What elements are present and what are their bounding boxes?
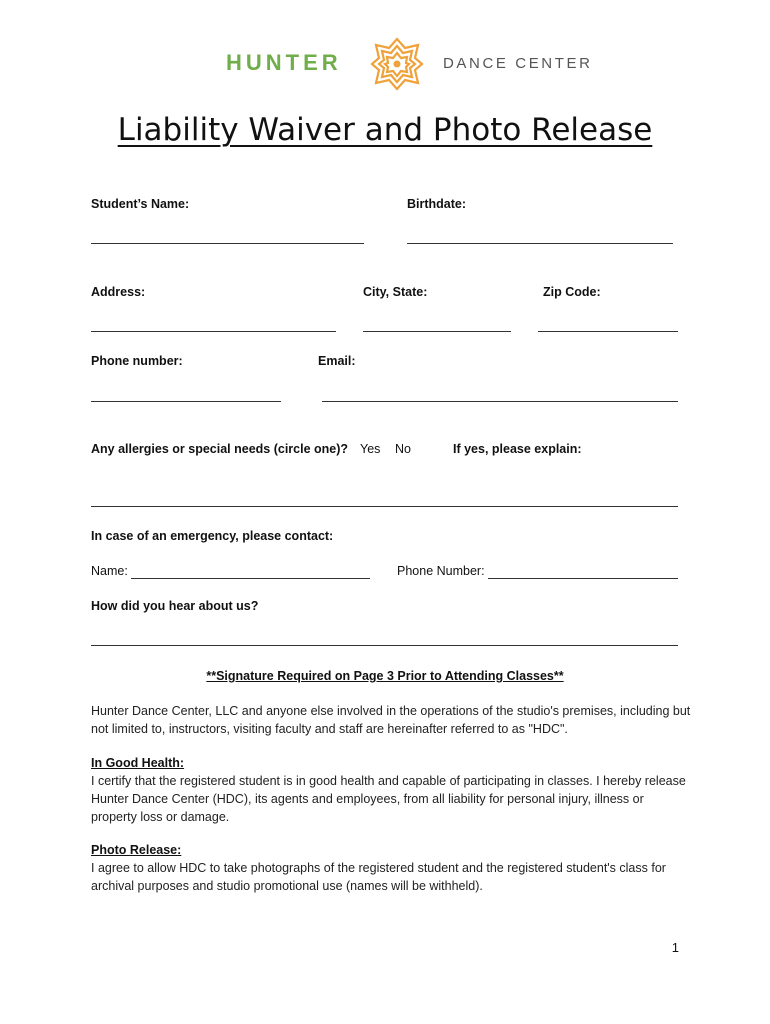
emergency-name-label: Name: <box>91 564 128 578</box>
student-name-field[interactable] <box>91 243 364 244</box>
zip-code-field[interactable] <box>538 331 678 332</box>
emergency-heading: In case of an emergency, please contact: <box>91 529 334 543</box>
birthdate-field[interactable] <box>407 243 673 244</box>
allergies-yes-option[interactable]: Yes <box>360 442 381 456</box>
emergency-name-field[interactable] <box>131 578 370 579</box>
address-field[interactable] <box>91 331 336 332</box>
email-field[interactable] <box>322 401 678 402</box>
logo-hunter: HUNTER <box>226 50 342 75</box>
flower-logo-icon <box>369 36 425 92</box>
allergies-question: Any allergies or special needs (circle one)? <box>91 442 349 456</box>
signature-notice: **Signature Required on Page 3 Prior to Attending Classes** <box>206 669 564 683</box>
logo-dance-center: DANCE CENTER <box>443 55 593 72</box>
photo-release-paragraph: I agree to allow HDC to take photographs of the registered student and the registered student's class for archival purposes and studio promotional use (names will be withheld). <box>91 861 666 893</box>
allergies-explain-field[interactable] <box>91 506 678 507</box>
page-title: Liability Waiver and Photo Release <box>117 112 653 148</box>
intro-paragraph: Hunter Dance Center, LLC and anyone else involved in the operations of the studio's premises, including but not limited to, instructors, visiting faculty and staff are hereinafter referred to as "HDC". <box>91 704 691 736</box>
photo-release-heading: Photo Release: <box>91 843 182 857</box>
city-state-field[interactable] <box>363 331 511 332</box>
hear-about-field[interactable] <box>91 645 678 646</box>
page-number: 1 <box>671 940 679 955</box>
good-health-paragraph: I certify that the registered student is in good health and capable of participating in classes. I hereby release Hunter Dance Center (HDC), its agents and employees, from all liability for personal injury, illness or property loss or damage. <box>91 774 686 824</box>
phone-field[interactable] <box>91 401 281 402</box>
emergency-phone-field[interactable] <box>488 578 678 579</box>
student-name-label: Student’s Name: <box>91 197 190 211</box>
allergies-explain-label: If yes, please explain: <box>453 442 582 456</box>
hear-about-label: How did you hear about us? <box>91 599 259 613</box>
birthdate-label: Birthdate: <box>407 197 467 211</box>
phone-label: Phone number: <box>91 354 183 368</box>
city-state-label: City, State: <box>363 285 428 299</box>
zip-code-label: Zip Code: <box>543 285 601 299</box>
address-label: Address: <box>91 285 146 299</box>
email-label: Email: <box>318 354 356 368</box>
allergies-no-option[interactable]: No <box>395 442 411 456</box>
good-health-heading: In Good Health: <box>91 756 185 770</box>
emergency-phone-label: Phone Number: <box>397 564 485 578</box>
